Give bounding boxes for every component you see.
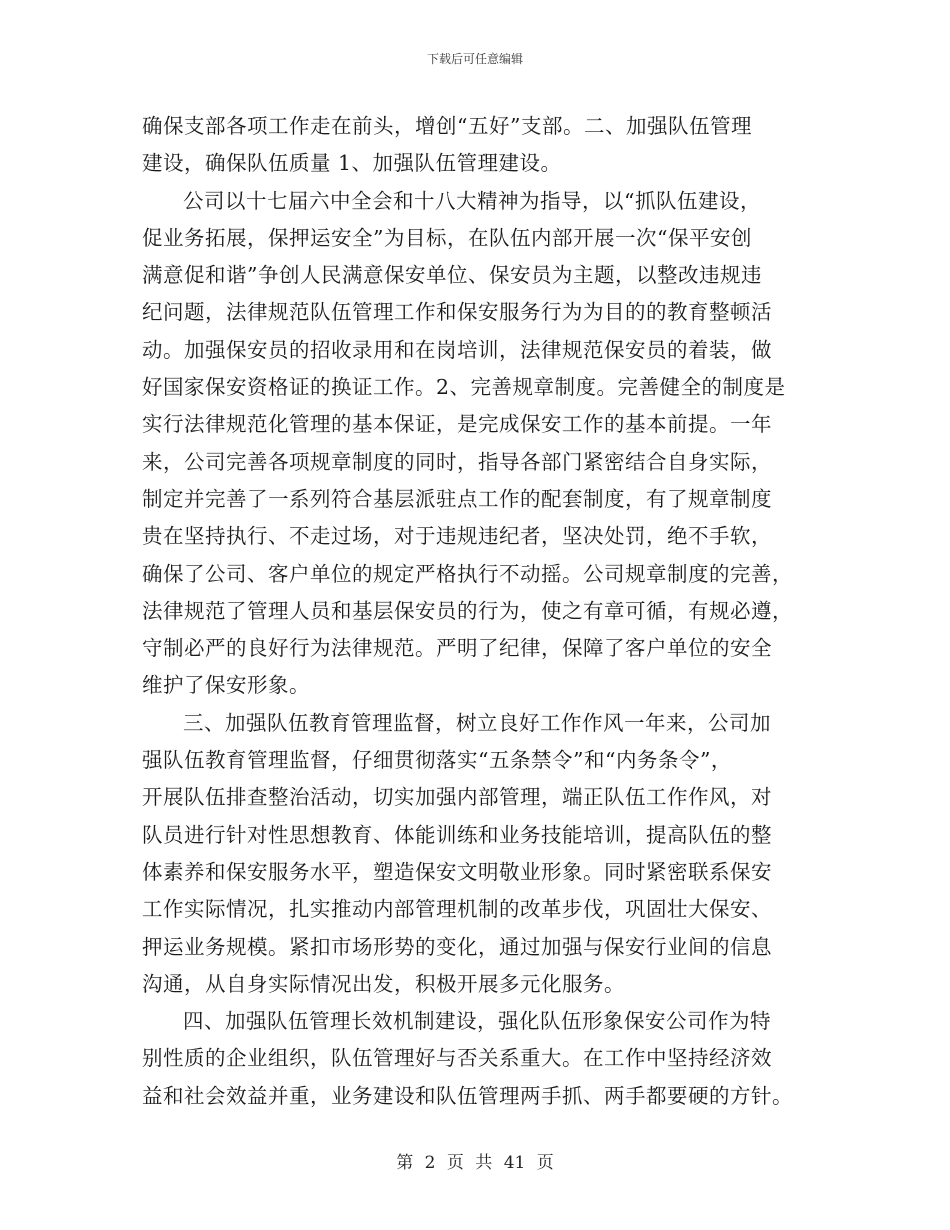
- text-line: 动。加强保安员的招收录用和在岗培训，法律规范保安员的着装，做: [142, 337, 772, 362]
- text-line: 建设，确保队伍质量 1、加强队伍管理建设。: [142, 151, 562, 176]
- text-line: 四、加强队伍管理长效机制建设，强化队伍形象保安公司作为特: [183, 1009, 771, 1034]
- text-line: 沟通，从自身实际情况出发，积极开展多元化服务。: [142, 971, 625, 996]
- page-header: 下载后可任意编辑: [426, 52, 523, 66]
- text-line: 体素养和保安服务水平，塑造保安文明敬业形象。同时紧密联系保安: [142, 859, 772, 884]
- text-line: 公司以十七届六中全会和十八大精神为指导，以“抓队伍建设，: [183, 188, 761, 213]
- text-line: 三、加强队伍教育管理监督，树立良好工作作风一年来，公司加: [183, 710, 771, 735]
- text-line: 实行法律规范化管理的基本保证，是完成保安工作的基本前提。一年: [142, 412, 772, 437]
- text-line: 强队伍教育管理监督，仔细贯彻落实“五条禁令”和“内务条令”，: [142, 748, 732, 773]
- paragraph: [142, 183, 808, 705]
- text-line: 好国家保安资格证的换证工作。2、完善规章制度。完善健全的制度是: [142, 375, 786, 400]
- document-body: [142, 108, 808, 1115]
- text-line: 工作实际情况，扎实推动内部管理机制的改革步伐，巩固壮大保安、: [142, 897, 772, 922]
- paragraph: [142, 108, 808, 183]
- paragraph: [142, 1003, 808, 1115]
- paragraph: [142, 705, 808, 1003]
- text-line: 确保支部各项工作走在前头，增创“五好”支部。二、加强队伍管理: [142, 114, 752, 138]
- page-footer: 第 2 页 共 41 页: [396, 1153, 554, 1173]
- text-line: 法律规范了管理人员和基层保安员的行为，使之有章可循，有规必遵，: [142, 598, 793, 623]
- text-line: 促业务拓展，保押运安全”为目标，在队伍内部开展一次“保平安创: [142, 225, 752, 250]
- text-line: 维护了保安形象。: [142, 673, 310, 698]
- text-line: 守制必严的良好行为法律规范。严明了纪律，保障了客户单位的安全: [142, 636, 772, 661]
- text-line: 来，公司完善各项规章制度的同时，指导各部门紧密结合自身实际，: [142, 449, 772, 474]
- text-line: 纪问题，法律规范队伍管理工作和保安服务行为为目的的教育整顿活: [142, 300, 772, 325]
- text-line: 押运业务规模。紧扣市场形势的变化，通过加强与保安行业间的信息: [142, 934, 772, 959]
- text-line: 确保了公司、客户单位的规定严格执行不动摇。公司规章制度的完善，: [142, 561, 793, 586]
- text-line: 别性质的企业组织，队伍管理好与否关系重大。在工作中坚持经济效: [142, 1046, 772, 1071]
- text-line: 益和社会效益并重，业务建设和队伍管理两手抓、两手都要硬的方针。: [142, 1083, 793, 1108]
- text-line: 队员进行针对性思想教育、体能训练和业务技能培训，提高队伍的整: [142, 822, 772, 847]
- text-line: 开展队伍排查整治活动，切实加强内部管理，端正队伍工作作风，对: [142, 785, 772, 810]
- text-line: 贵在坚持执行、不走过场，对于违规违纪者，坚决处罚，绝不手软，: [142, 524, 772, 549]
- text-line: 满意促和谐”争创人民满意保安单位、保安员为主题，以整改违规违: [142, 263, 762, 288]
- text-line: 制定并完善了一系列符合基层派驻点工作的配套制度，有了规章制度: [142, 486, 772, 511]
